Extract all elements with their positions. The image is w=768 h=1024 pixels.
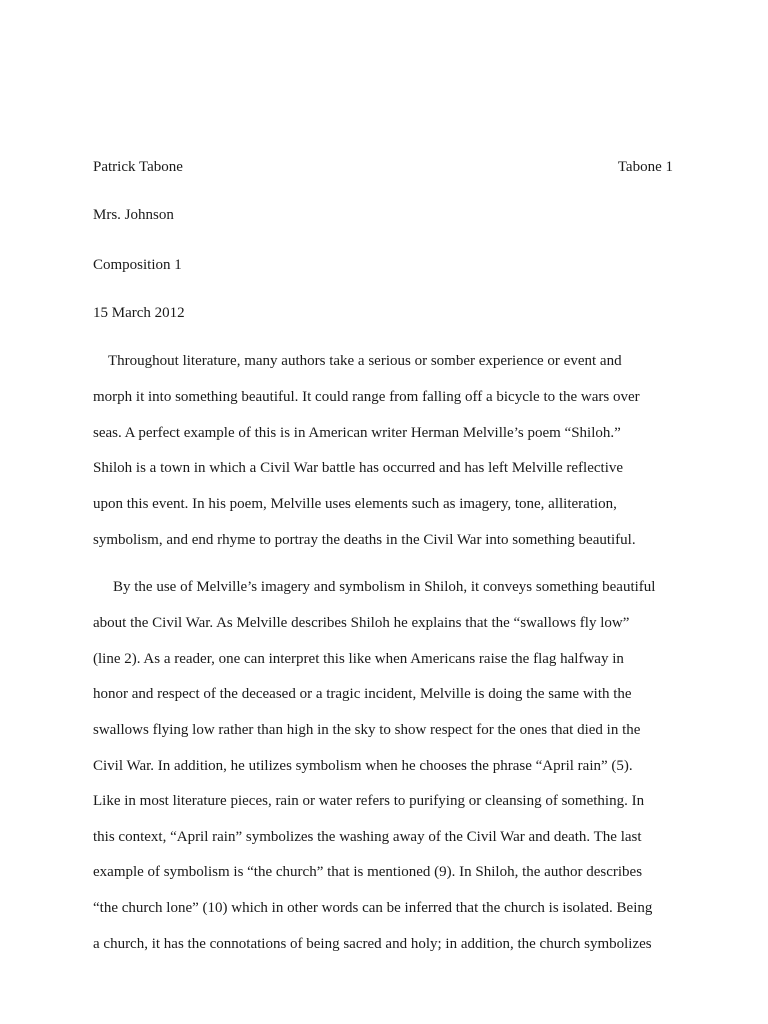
paragraph-1-line: upon this event. In his poem, Melville uses elements such as imagery, tone, alliteration, — [93, 496, 617, 512]
paragraph-2-line: about the Civil War. As Melville describes Shiloh he explains that the “swallows fly low” — [93, 615, 630, 631]
header-author: Patrick Tabone — [93, 159, 183, 175]
paragraph-2-line: a church, it has the connotations of being sacred and holy; in addition, the church symbolizes — [93, 936, 652, 952]
paragraph-2-line: Civil War. In addition, he utilizes symbolism when he chooses the phrase “April rain” (5). — [93, 758, 633, 774]
paragraph-1-line: morph it into something beautiful. It could range from falling off a bicycle to the wars over — [93, 389, 640, 405]
date-line: 15 March 2012 — [93, 305, 185, 321]
paragraph-2-line: honor and respect of the deceased or a tragic incident, Melville is doing the same with the — [93, 686, 632, 702]
paragraph-1-line: Throughout literature, many authors take a serious or somber experience or event and — [108, 353, 622, 369]
paragraph-1-line: Shiloh is a town in which a Civil War battle has occurred and has left Melville reflective — [93, 460, 624, 476]
paragraph-2-line: this context, “April rain” symbolizes the washing away of the Civil War and death. The last — [93, 829, 642, 845]
paragraph-2-line: Like in most literature pieces, rain or water refers to purifying or cleansing of something. In — [93, 793, 645, 809]
paragraph-1-line: symbolism, and end rhyme to portray the deaths in the Civil War into something beautiful. — [93, 532, 636, 548]
running-head: Tabone 1 — [617, 159, 673, 175]
instructor-line: Mrs. Johnson — [93, 207, 174, 223]
paragraph-2-line: By the use of Melville’s imagery and symbolism in Shiloh, it conveys something beautiful — [113, 579, 656, 595]
paragraph-1-line: seas. A perfect example of this is in American writer Herman Melville’s poem “Shiloh.” — [93, 425, 621, 441]
paragraph-2-line: “the church lone” (10) which in other words can be inferred that the church is isolated. Being — [93, 900, 653, 916]
paragraph-2-line: (line 2). As a reader, one can interpret this like when Americans raise the flag halfway in — [93, 651, 624, 667]
paragraph-2-line: example of symbolism is “the church” that is mentioned (9). In Shiloh, the author describes — [93, 864, 643, 880]
course-line: Composition 1 — [93, 257, 182, 273]
paragraph-2-line: swallows flying low rather than high in the sky to show respect for the ones that died in the — [93, 722, 641, 738]
